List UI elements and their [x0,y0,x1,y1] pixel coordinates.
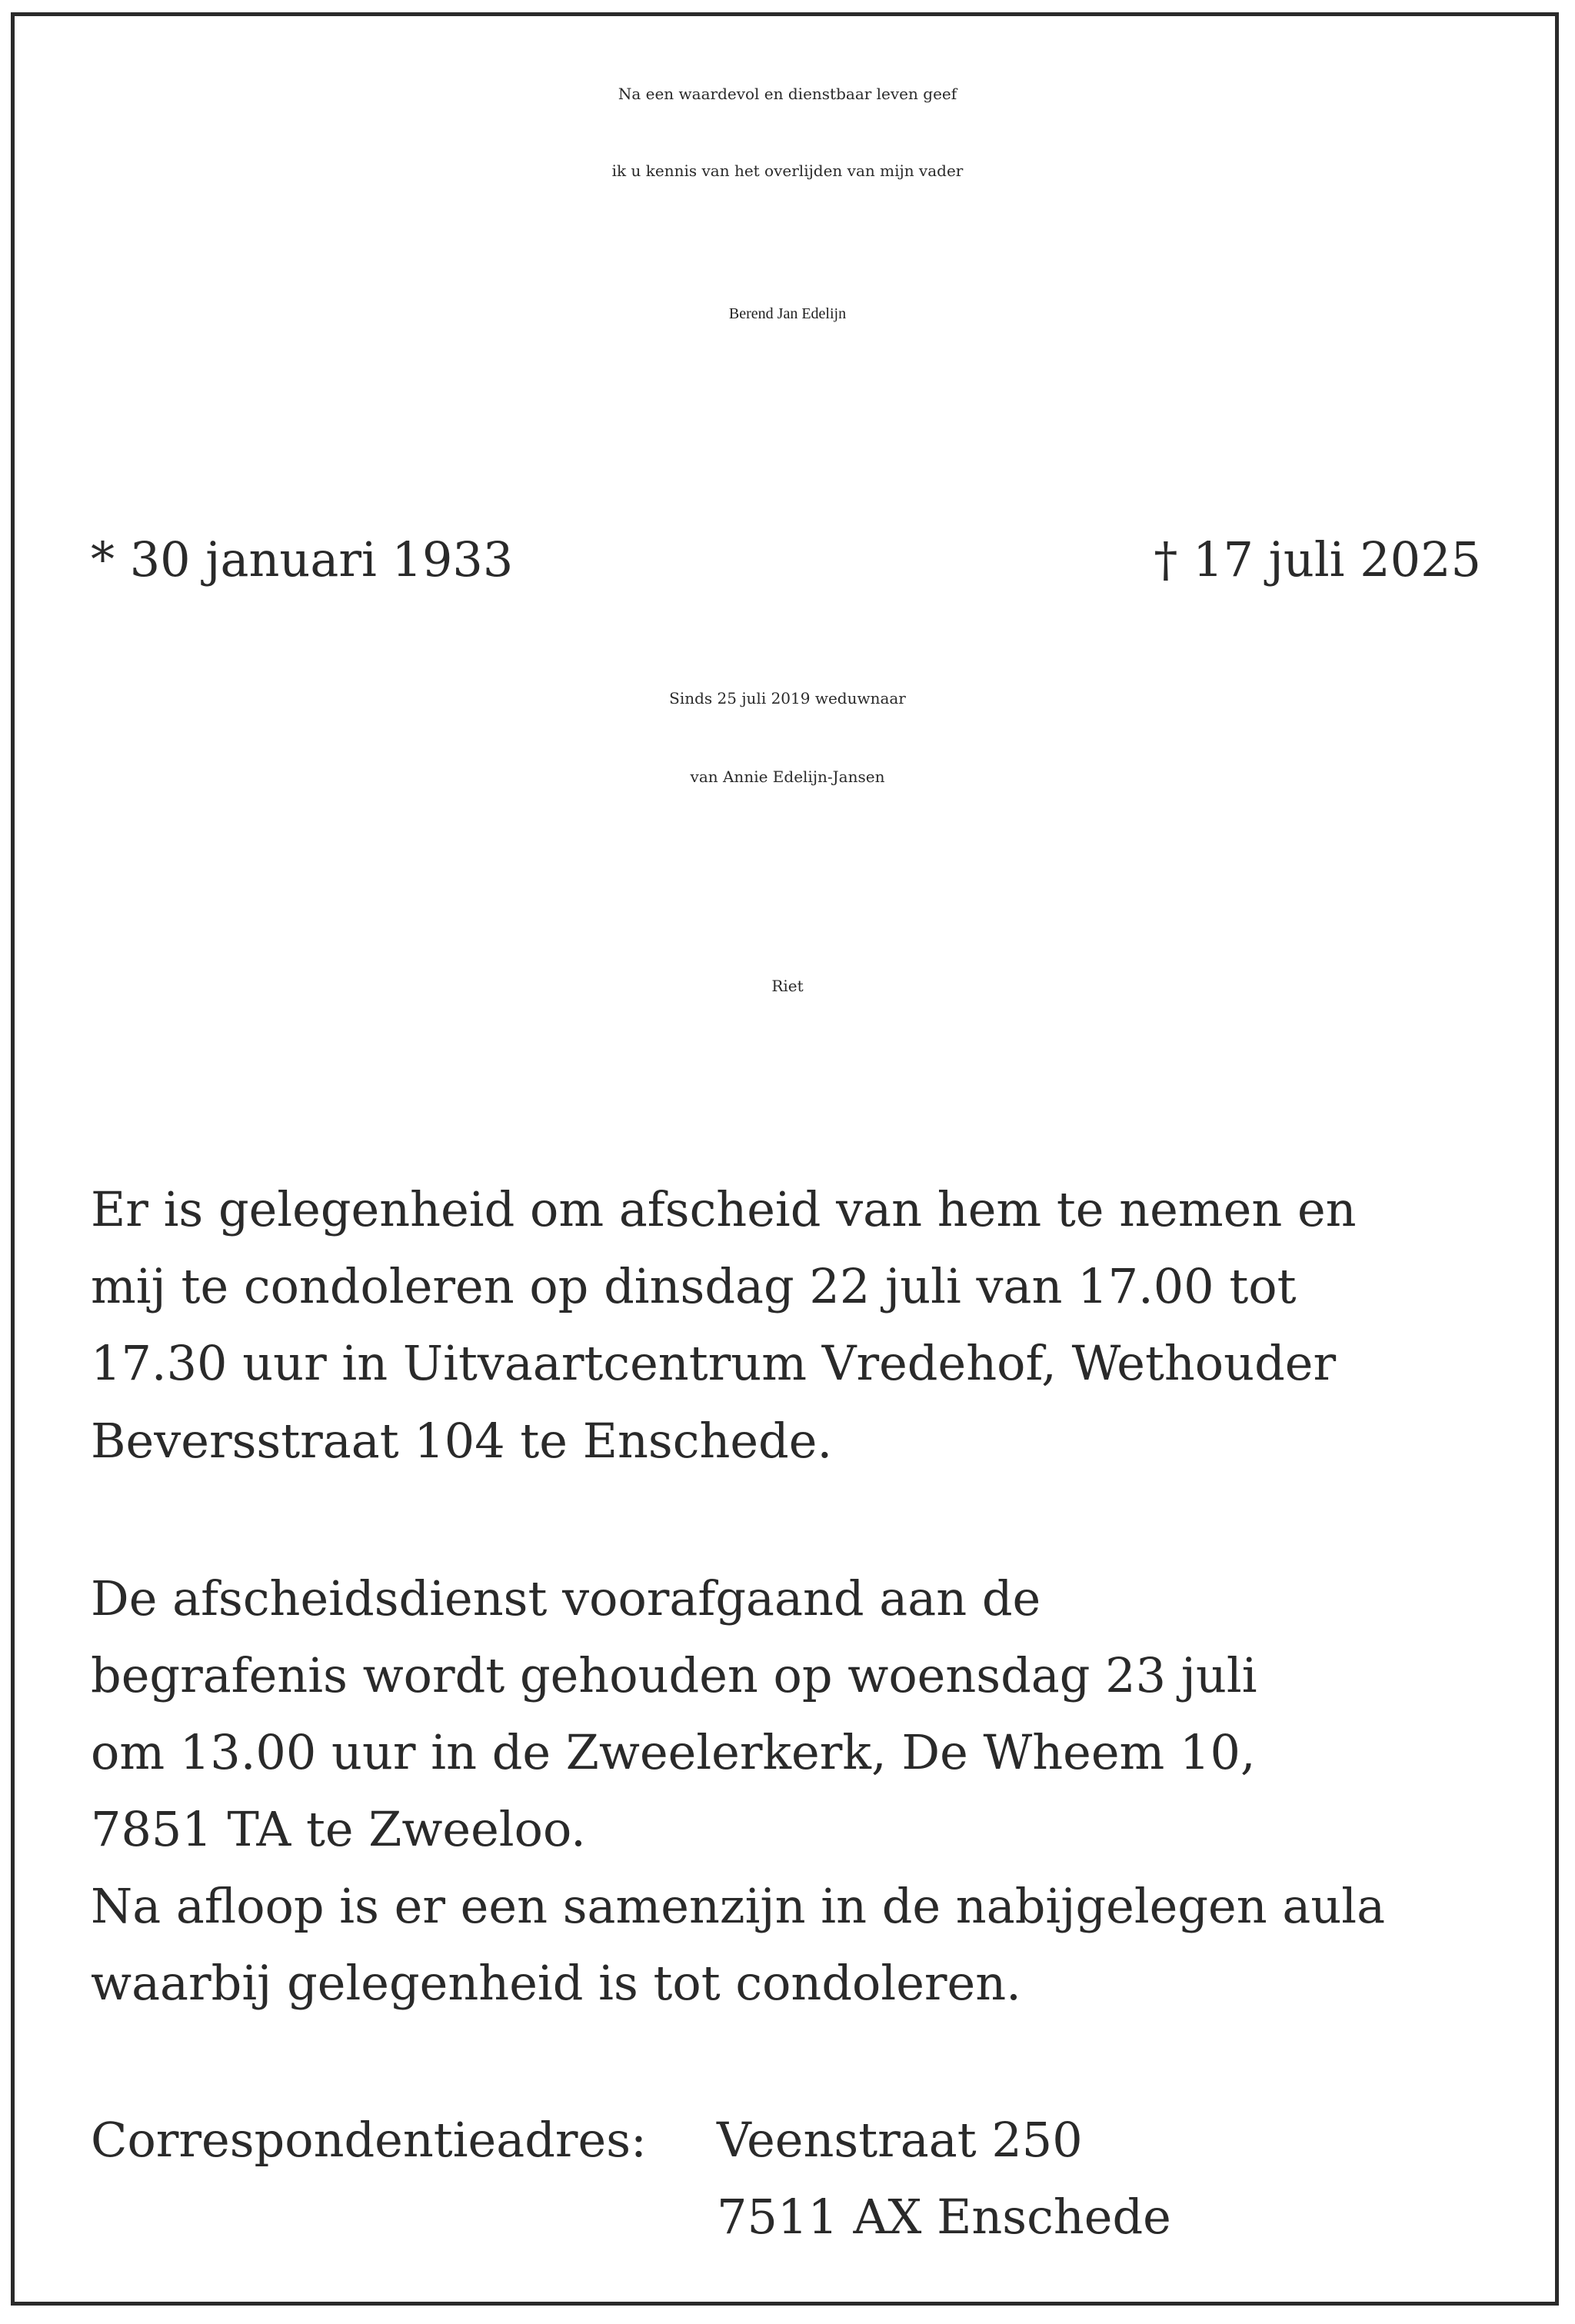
widower-line-1: Sinds 25 juli 2019 weduwnaar [669,689,906,708]
widower-line-2: van Annie Edelijn-Jansen [690,767,885,786]
deceased-name: Berend Jan Edelijn [728,305,847,322]
signature-riet: Riet [771,977,804,995]
service-line-5: Na afloop is er een samenzijn in de nabijgelegen aula [91,1878,1386,1934]
correspondence-label: Correspondentieadres: [91,2112,647,2168]
intro-line-2: ik u kennis van het overlijden van mijn vader [611,161,964,180]
service-line-1: De afscheidsdienst voorafgaand aan de [91,1570,1041,1626]
condolence-line-3: 17.30 uur in Uitvaartcentrum Vredehof, Wethouder [91,1335,1337,1391]
service-line-6: waarbij gelegenheid is tot condoleren. [91,1955,1021,2011]
intro-line-1: Na een waardevol en dienstbaar leven geef [618,85,957,103]
service-line-2: begrafenis wordt gehouden op woensdag 23 juli [91,1647,1257,1703]
correspondence-city: 7511 AX Enschede [717,2189,1171,2245]
death-date: † 17 juli 2025 [1154,531,1481,588]
birth-date: * 30 januari 1933 [91,531,514,588]
condolence-line-1: Er is gelegenheid om afscheid van hem te nemen en [91,1181,1357,1237]
condolence-line-4: Beversstraat 104 te Enschede. [91,1413,833,1469]
service-line-4: 7851 TA te Zweeloo. [91,1801,586,1857]
correspondence-street: Veenstraat 250 [717,2112,1083,2168]
condolence-line-2: mij te condoleren op dinsdag 22 juli van 17.00 tot [91,1258,1297,1314]
service-line-3: om 13.00 uur in de Zweelerkerk, De Wheem 10, [91,1724,1256,1780]
